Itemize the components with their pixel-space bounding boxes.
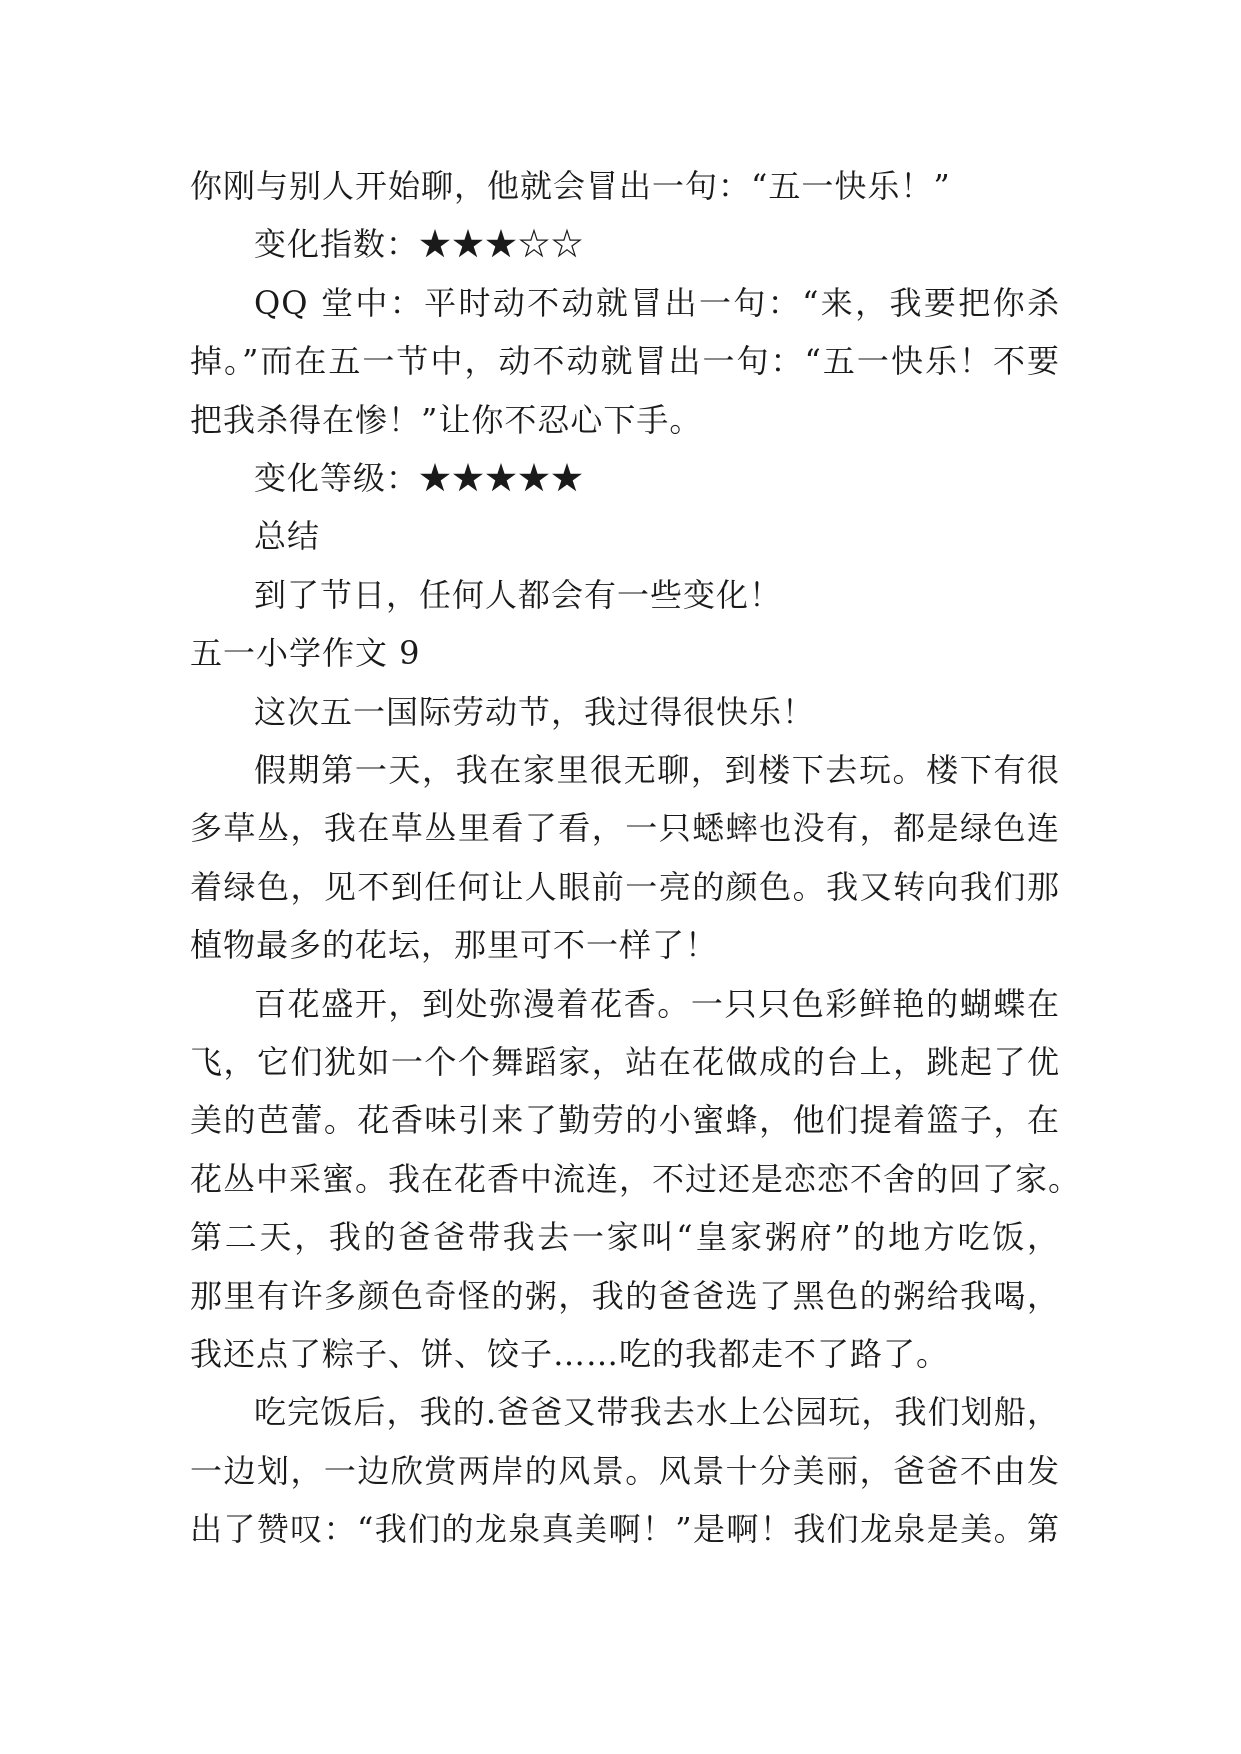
text-line: 总结 xyxy=(254,517,321,555)
text-line: 美的芭蕾。花香味引来了勤劳的小蜜蜂，他们提着篮子，在 xyxy=(190,1101,1060,1139)
text-line: 吃完饭后，我的.爸爸又带我去水上公园玩，我们划船， xyxy=(254,1393,1060,1431)
text-line: 第二天，我的爸爸带我去一家叫“皇家粥府”的地方吃饭， xyxy=(190,1218,1060,1256)
text-line: 植物最多的花坛，那里可不一样了！ xyxy=(190,926,719,964)
text-line: 五一小学作文 9 xyxy=(190,634,421,672)
text-line: 着绿色，见不到任何让人眼前一亮的颜色。我又转向我们那 xyxy=(190,868,1060,906)
text-line: 变化指数：★★★☆☆ xyxy=(254,225,585,263)
text-line: 到了节日，任何人都会有一些变化！ xyxy=(254,576,783,614)
text-line: 飞，它们犹如一个个舞蹈家，站在花做成的台上，跳起了优 xyxy=(190,1043,1060,1081)
text-line: 掉。”而在五一节中，动不动就冒出一句：“五一快乐！不要 xyxy=(190,342,1060,380)
text-line: 百花盛开，到处弥漫着花香。一只只色彩鲜艳的蝴蝶在 xyxy=(254,985,1060,1023)
text-line: 把我杀得在惨！”让你不忍心下手。 xyxy=(190,401,703,439)
text-line: QQ 堂中：平时动不动就冒出一句：“来，我要把你杀 xyxy=(254,284,1060,322)
text-line: 这次五一国际劳动节，我过得很快乐！ xyxy=(254,693,816,731)
text-line: 那里有许多颜色奇怪的粥，我的爸爸选了黑色的粥给我喝， xyxy=(190,1277,1060,1315)
text-line: 变化等级：★★★★★ xyxy=(254,459,585,497)
text-line: 假期第一天，我在家里很无聊，到楼下去玩。楼下有很 xyxy=(254,751,1060,789)
text-line: 出了赞叹：“我们的龙泉真美啊！”是啊！我们龙泉是美。第 xyxy=(190,1510,1060,1548)
text-line: 花丛中采蜜。我在花香中流连，不过还是恋恋不舍的回了家。 xyxy=(190,1160,1082,1198)
text-line: 多草丛，我在草丛里看了看，一只蟋蟀也没有，都是绿色连 xyxy=(190,809,1060,847)
text-line: 我还点了粽子、饼、饺子……吃的我都走不了路了。 xyxy=(190,1335,950,1373)
text-line: 你刚与别人开始聊，他就会冒出一句：“五一快乐！” xyxy=(190,167,951,205)
text-line: 一边划，一边欣赏两岸的风景。风景十分美丽，爸爸不由发 xyxy=(190,1452,1060,1490)
